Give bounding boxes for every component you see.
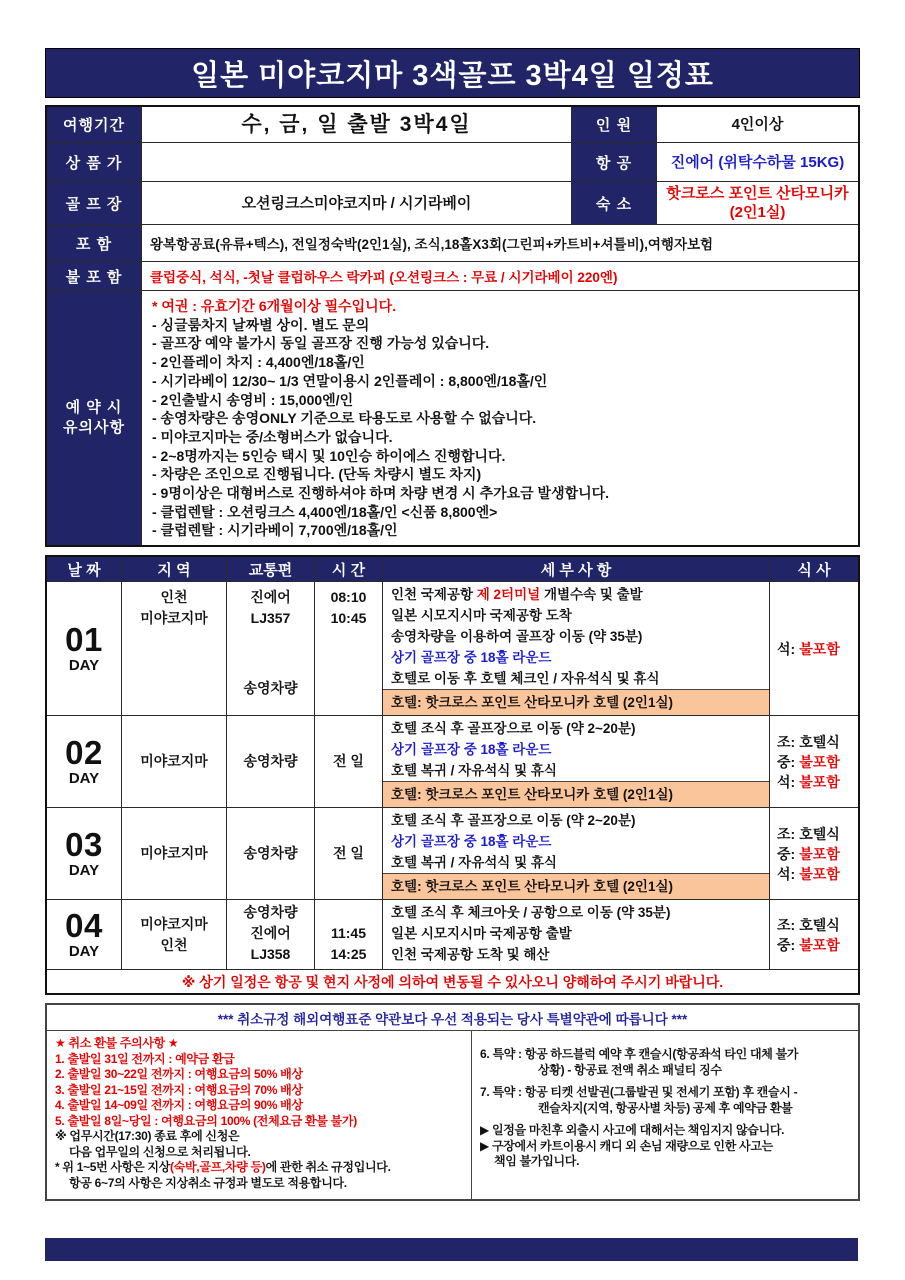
cancel-ground-pre: * 위 1~5번 사항은 지상 bbox=[55, 1160, 171, 1175]
detail-text: 인천 국제공항 bbox=[391, 587, 477, 603]
day2-time bbox=[315, 716, 383, 807]
time-line: 11:45 bbox=[330, 925, 367, 942]
detail-terminal-red: 제 2터미널 bbox=[476, 587, 541, 603]
note-line: - 2인플레이 차지 : 4,400엔/18홀/인 bbox=[152, 354, 365, 371]
meal-label: 조: bbox=[777, 916, 796, 933]
itinerary-header bbox=[47, 557, 858, 581]
day1-transport bbox=[227, 582, 315, 715]
cancel-rule: 1. 출발일 31일 전까지 : 예약금 환급 bbox=[55, 1051, 235, 1066]
label-travel-period: 여행기간 bbox=[47, 107, 142, 142]
day3-meals bbox=[770, 808, 858, 899]
day3-region bbox=[122, 808, 227, 899]
note-line: - 시기라베이 12/30~ 1/3 연말이용시 2인플레이 : 8,800엔/18홀/인 bbox=[152, 372, 548, 389]
cancellation-box bbox=[45, 1003, 860, 1201]
day2-label: DAY bbox=[68, 770, 100, 788]
label-reservation-notes bbox=[47, 291, 142, 545]
day3-label: DAY bbox=[68, 862, 100, 880]
day4-time bbox=[315, 900, 383, 969]
detail-line: 호텔 조식 후 골프장으로 이동 (약 2~20분) bbox=[391, 813, 636, 829]
day2-region bbox=[122, 716, 227, 807]
note-line: - 송영차량은 송영ONLY 기준으로 타용도로 사용할 수 없습니다. bbox=[152, 410, 537, 427]
meal-value: 호텔식 bbox=[799, 733, 840, 750]
hotel-highlight: 호텔: 핫크로스 포인트 산타모니카 호텔 (2인1실) bbox=[383, 873, 769, 899]
page-title: 일본 미야코지마 3색골프 3박4일 일정표 bbox=[45, 48, 860, 98]
meal-value: 불포함 bbox=[799, 753, 840, 770]
note-line: - 9명이상은 대형버스로 진행하셔야 하며 차량 변경 시 추가요금 발생합니다. bbox=[152, 485, 610, 502]
meal-value: 불포함 bbox=[799, 845, 840, 862]
note-line: - 골프장 예약 불가시 동일 골프장 진행 가능성 있습니다. bbox=[152, 335, 490, 352]
hotel-highlight: 호텔: 핫크로스 포인트 산타모니카 호텔 (2인1실) bbox=[383, 689, 769, 715]
reservation-notes-body bbox=[142, 291, 858, 545]
header-transport: 교통편 bbox=[227, 557, 315, 581]
day3-time bbox=[315, 808, 383, 899]
region-line: 인천 bbox=[160, 936, 188, 953]
day1-num: 01 bbox=[65, 621, 103, 659]
meal-value: 불포함 bbox=[799, 936, 840, 953]
time-line: 전 일 bbox=[333, 753, 364, 770]
detail-line: 호텔로 이동 후 호텔 체크인 / 자유석식 및 휴식 bbox=[391, 671, 660, 687]
value-price bbox=[142, 143, 572, 181]
value-golf-course: 오션링크스미야코지마 / 시기라베이 bbox=[142, 182, 572, 224]
meal-value: 호텔식 bbox=[799, 916, 840, 933]
label-excluded: 불 포 함 bbox=[47, 262, 142, 290]
header-details: 세 부 사 항 bbox=[383, 557, 770, 581]
note-passport: * 여권 : 유효기간 6개월이상 필수입니다. bbox=[152, 298, 397, 314]
meal-line bbox=[777, 864, 858, 884]
header-meals: 식 사 bbox=[797, 561, 831, 579]
detail-line: 송영차량을 이용하여 골프장 이동 (약 35분) bbox=[391, 629, 643, 645]
meal-line bbox=[777, 752, 858, 772]
transport-line: 송영차량 bbox=[243, 680, 298, 697]
region-line: 미야코지마 bbox=[140, 915, 208, 932]
detail-line: 호텔 조식 후 체크아웃 / 공항으로 이동 (약 35분) bbox=[391, 905, 671, 921]
transport-line: LJ358 bbox=[250, 946, 291, 963]
reservation-label-line2: 유의사항 bbox=[63, 419, 125, 437]
transport-line: 진에어 bbox=[250, 925, 291, 942]
label-golf-course: 골 프 장 bbox=[47, 182, 142, 224]
time-line: 전 일 bbox=[333, 845, 364, 862]
meal-line bbox=[777, 732, 858, 752]
special-term-6: 6. 특약 : 항공 하드블럭 예약 후 캔슬시(항공좌석 타인 대체 불가 bbox=[480, 1047, 799, 1062]
meal-value: 불포함 bbox=[799, 773, 840, 790]
detail-golf-round: 상기 골프장 중 18홀 라운드 bbox=[391, 742, 552, 758]
cancel-ground-rule-line2: 항공 6~7의 사항은 지상취소 규정과 별도로 적용합니다. bbox=[69, 1175, 347, 1190]
note-line: - 차량은 조인으로 진행됩니다. (단독 차량시 별도 차지) bbox=[152, 466, 482, 483]
detail-line: 호텔 조식 후 골프장으로 이동 (약 2~20분) bbox=[391, 721, 636, 737]
detail-text: 개별수속 및 출발 bbox=[540, 587, 643, 603]
value-included: 왕복항공료(유류+텍스), 전일정숙박(2인1실), 조식,18홀X3회(그린피+카트비+셔틀비),여행자보험 bbox=[150, 237, 714, 252]
time-line: 14:25 bbox=[330, 946, 367, 963]
cancellation-left-column bbox=[47, 1031, 472, 1199]
detail-line: 인천 국제공항 도착 및 해산 bbox=[391, 947, 550, 963]
exclude-row bbox=[47, 262, 858, 291]
meal-line bbox=[777, 824, 858, 844]
detail-line: 호텔 복귀 / 자유석식 및 휴식 bbox=[391, 763, 557, 779]
meal-label: 조: bbox=[777, 733, 796, 750]
footer-bar bbox=[45, 1238, 858, 1261]
day3-number bbox=[47, 808, 122, 899]
transport-line: 송영차량 bbox=[243, 753, 298, 770]
day1-number bbox=[47, 582, 122, 715]
transport-line: LJ357 bbox=[250, 610, 291, 627]
meal-label: 석: bbox=[777, 865, 796, 882]
header-region: 지 역 bbox=[122, 557, 227, 581]
info-row-price bbox=[47, 143, 858, 182]
note-line: - 2인출발시 송영비 : 15,000엔/인 bbox=[152, 391, 354, 408]
label-price: 상 품 가 bbox=[47, 143, 142, 181]
day2-number bbox=[47, 716, 122, 807]
note-line: - 클럽렌탈 : 오션링크스 4,400엔/18홀/인 <신품 8,800엔> bbox=[152, 503, 498, 520]
meal-value: 불포함 bbox=[799, 865, 840, 882]
cancel-rule: 3. 출발일 21~15일 전까지 : 여행요금의 70% 배상 bbox=[55, 1082, 303, 1097]
detail-line bbox=[383, 584, 769, 605]
detail-line: 호텔 복귀 / 자유석식 및 휴식 bbox=[391, 855, 557, 871]
info-row-golf bbox=[47, 182, 858, 225]
day4-number bbox=[47, 900, 122, 969]
day1-details bbox=[383, 582, 770, 715]
liability-note-2: ▶ 구장에서 카트이용시 캐디 외 손님 재량으로 인한 사고는 bbox=[480, 1138, 773, 1153]
region-line: 미야코지마 bbox=[140, 845, 208, 862]
day2-meals bbox=[770, 716, 858, 807]
info-row-period bbox=[47, 107, 858, 143]
meal-label: 중: bbox=[777, 936, 796, 953]
special-term-7: 7. 특약 : 항공 티켓 선발권(그룹발권 및 전세기 포함) 후 캔슬시 - bbox=[480, 1085, 798, 1100]
meal-line bbox=[777, 772, 858, 792]
label-persons: 인 원 bbox=[572, 107, 657, 142]
value-lodging bbox=[657, 182, 858, 224]
lodging-line2: (2인1실) bbox=[729, 204, 786, 221]
transport-line: 송영차량 bbox=[243, 845, 298, 862]
value-travel-period: 수, 금, 일 출발 3박4일 bbox=[142, 107, 572, 142]
meal-label: 석: bbox=[777, 773, 796, 790]
day4-details bbox=[383, 900, 770, 969]
transport-line: 진에어 bbox=[250, 589, 291, 606]
day2-row bbox=[47, 715, 858, 807]
liability-note-1: ▶ 일정을 마친후 외출시 사고에 대해서는 책임지지 않습니다. bbox=[480, 1123, 785, 1138]
cancel-ground-post: 에 관한 취소 규정입니다. bbox=[265, 1160, 391, 1175]
day1-row bbox=[47, 581, 858, 715]
reservation-notes-row bbox=[47, 291, 858, 545]
meal-label: 조: bbox=[777, 825, 796, 842]
day4-transport bbox=[227, 900, 315, 969]
meal-label: 중: bbox=[777, 845, 796, 862]
note-line: - 2~8명까지는 5인승 택시 및 10인승 하이에스 진행합니다. bbox=[152, 447, 506, 464]
cancel-ground-rule bbox=[55, 1160, 463, 1176]
transport-line: 송영차량 bbox=[243, 904, 298, 921]
cancel-title: ★ 취소 환불 주의사항 ★ bbox=[55, 1036, 179, 1051]
time-line: 08:10 bbox=[330, 589, 367, 606]
day1-meals bbox=[770, 582, 858, 715]
day1-time bbox=[315, 582, 383, 715]
day3-num: 03 bbox=[65, 826, 103, 864]
day4-row bbox=[47, 899, 858, 969]
region-line: 미야코지마 bbox=[140, 610, 208, 627]
day1-label: DAY bbox=[68, 657, 100, 675]
cancel-rule: 4. 출발일 14~09일 전까지 : 여행요금의 90% 배상 bbox=[55, 1098, 303, 1113]
header-time: 시 간 bbox=[315, 557, 383, 581]
include-row bbox=[47, 225, 858, 262]
cancel-rule: 2. 출발일 30~22일 전까지 : 여행요금의 50% 배상 bbox=[55, 1067, 303, 1082]
detail-golf-round: 상기 골프장 중 18홀 라운드 bbox=[391, 650, 552, 666]
day4-meals bbox=[770, 900, 858, 969]
liability-note-2-line2: 책임 불가입니다. bbox=[494, 1154, 580, 1169]
day4-region bbox=[122, 900, 227, 969]
detail-line: 일본 시모지시마 국제공항 도착 bbox=[391, 608, 572, 624]
day4-num: 04 bbox=[65, 907, 103, 945]
note-line: - 싱글룸차지 날짜별 상이. 별도 문의 bbox=[152, 316, 370, 333]
time-line: 10:45 bbox=[330, 610, 367, 627]
cancel-office-hours-line2: 다음 업무일의 신청으로 처리됩니다. bbox=[69, 1144, 251, 1159]
trip-info-table bbox=[45, 105, 860, 547]
value-persons: 4인이상 bbox=[731, 116, 784, 133]
day2-details bbox=[383, 716, 770, 807]
cancellation-columns bbox=[47, 1031, 858, 1199]
note-line: - 클럽렌탈 : 시기라베이 7,700엔/18홀/인 bbox=[152, 522, 398, 539]
reservation-label-line1: 예 약 시 bbox=[65, 399, 123, 417]
meal-line bbox=[777, 844, 858, 864]
label-included: 포 함 bbox=[47, 225, 142, 261]
day3-row bbox=[47, 807, 858, 899]
special-term-6-line2: 상황) - 항공료 전액 취소 패널티 징수 bbox=[538, 1062, 722, 1077]
value-airline: 진에어 (위탁수하물 15KG) bbox=[670, 153, 845, 171]
cancellation-header: *** 취소규정 해외여행표준 약관보다 우선 적용되는 당사 특별약관에 따릅니다 *** bbox=[47, 1005, 858, 1031]
meal-line bbox=[777, 935, 858, 955]
meal-value: 호텔식 bbox=[799, 825, 840, 842]
meal-line bbox=[777, 639, 858, 659]
day2-transport bbox=[227, 716, 315, 807]
day3-details bbox=[383, 808, 770, 899]
hotel-highlight: 호텔: 핫크로스 포인트 산타모니카 호텔 (2인1실) bbox=[383, 781, 769, 807]
itinerary-document bbox=[45, 48, 860, 1201]
label-airline: 항 공 bbox=[572, 143, 657, 181]
day3-transport bbox=[227, 808, 315, 899]
label-lodging: 숙 소 bbox=[572, 182, 657, 224]
day1-region bbox=[122, 582, 227, 715]
meal-label: 중: bbox=[777, 753, 796, 770]
meal-value: 불포함 bbox=[799, 640, 840, 657]
special-term-7-line2: 캔슬차지(지역, 항공사별 차등) 공제 후 예약금 환불 bbox=[538, 1100, 793, 1115]
header-date: 날 짜 bbox=[47, 557, 122, 581]
meal-line bbox=[777, 915, 858, 935]
detail-golf-round: 상기 골프장 중 18홀 라운드 bbox=[391, 834, 552, 850]
cancel-rule: 5. 출발일 8일~당일 : 여행요금의 100% (전체요금 환불 불가) bbox=[55, 1113, 357, 1128]
cancellation-right-column bbox=[472, 1031, 858, 1199]
cancel-ground-red: (숙박,골프,차량 등) bbox=[170, 1160, 266, 1175]
cancel-office-hours-line1: ※ 업무시간(17:30) 종료 후에 신청은 bbox=[55, 1129, 240, 1144]
itinerary-table bbox=[45, 555, 860, 995]
schedule-change-notice: ※ 상기 일정은 항공 및 현지 사정에 의하여 변동될 수 있사오니 양해하여 주시기 바랍니다. bbox=[47, 969, 858, 993]
value-excluded: 클럽중식, 석식, -첫날 클럽하우스 락카피 (오션링크스 : 무료 / 시기라베이 220엔) bbox=[150, 270, 618, 285]
meal-label: 석: bbox=[777, 640, 796, 657]
region-line: 미야코지마 bbox=[140, 753, 208, 770]
lodging-line1: 핫크로스 포인트 산타모니카 bbox=[666, 185, 849, 202]
detail-line: 일본 시모지시마 국제공항 출발 bbox=[391, 926, 572, 942]
region-line: 인천 bbox=[160, 589, 188, 606]
day2-num: 02 bbox=[65, 734, 103, 772]
note-line: - 미야코지마는 중/소형버스가 없습니다. bbox=[152, 428, 393, 445]
day4-label: DAY bbox=[68, 943, 100, 961]
